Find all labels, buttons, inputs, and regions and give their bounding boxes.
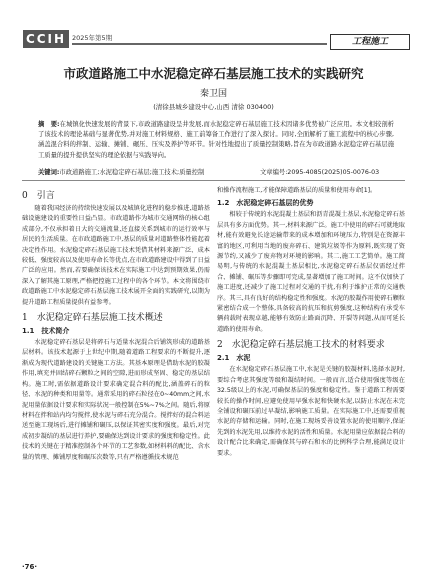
left-column (22, 186, 210, 463)
heading-section-1-1: 1.1 技术简介 (22, 327, 70, 336)
paragraph-section-1-2: 相较于传统的水泥混凝土基层和沥青混凝土基层,水泥稳定碎石基层具有多方面优势。其一,材料来源广泛。施工中使用的碎石可就地取材,能有效避免长途运输带来的成本增加和环境压力,特别是在资源丰富的地区,可利用当地的废弃碎石、建筑垃圾等作为原料,既实现了资源节约,又减少了废弃物对环境的影响。其二,施工工艺简单。施工简易明,与传统的水泥混凝土基层相比,水泥稳定碎石基层仅需经过拌合、摊铺、碾压等步骤即可完成,显著增加了施工时间。这不仅加快了施工进度,还减少了施工过程对交通的干扰,有利于维护正常的交通秩序。其三,具有良好的结构稳定性和强度。水泥的胶凝作用使碎石颗粒紧密结合成一个整体,具备较高的抗压和抗剪强度,这种结构有承受车辆荷载时表现卓越,能够有效防止路面沉降、开裂等问题,从而可延长道路的使用寿命。 (217, 211, 405, 333)
heading-section-1-2: 1.2 水泥稳定碎石基层的优势 (217, 199, 314, 208)
heading-section-1: 1 水泥稳定碎石基层施工技术概述 (22, 313, 163, 324)
paragraph-section-2-1: 在水泥稳定碎石基层施工中,水泥是关键的胶凝材料,选择水泥时,要综合考虑其强度等级和凝结时间。一般而言,适合使用强度等级在32.5级以上的水泥,可确保基层的强度和稳定性。鉴于道路工程需要较长的操作时间,应避免使用早强水泥和快硬水泥,以防止水泥在未完全铺设和碾压前过早凝结,影响施工质量。在实际施工中,还需要重视水泥的存储和运输。同时,在施工现场妥善设置水泥的使用顺序,保证先到的水泥先用,以维持水泥的活性和质量。水泥用量应依据混合料的设计配合比来确定,需确保其与碎石和水的比例科学合理,能满足设计要求。 (217, 366, 405, 457)
paragraph-section-1-1: 水泥稳定碎石基层是将碎石与适量水泥混合后铺筑形成的道路基层材料。该技术起源于上世纪中期,随着道路工程要求的不断提升,逐渐成为现代道路建设的关键施工方法。其基本原理是借助水泥的胶凝作用,填充并固结碎石颗粒之间的空隙,进而形成坚固、稳定的基层结构。施工时,需依据道路设计要求确定混合料的配比,涵盖碎石的粒径、水泥的种类和用量等。通常采用的碎石粒径在0~40mm之间,水泥用量依据设计要求和实际状况一般控制在5%~7%之间。随后,将原材料在拌和站内均匀搅拌,使水泥与碎石充分混合。搅拌好的混合料运送至施工现场后,进行摊铺和碾压,以保证其密实度和强度。最后,对完成初步凝结的基层进行养护,要确保达到设计要求的强度和稳定性。此技术的关键在于精准控制各个环节的工艺参数,如材料料的配比、含水量的管理、摊铺厚度和碾压次数等,只有严格遵循技术规范 (22, 339, 210, 461)
abstract (38, 120, 394, 161)
keywords-line (38, 167, 394, 176)
right-column (217, 186, 405, 459)
heading-section-2-1: 2.1 水泥 (217, 354, 251, 363)
article-author: 秦卫国 (199, 89, 227, 99)
article-number: 文章编号:2095-4085(2025)05-0076-03 (260, 169, 380, 176)
page-number: ·76· (22, 563, 38, 571)
header-rule (72, 43, 327, 45)
abstract-label: 摘 要: (38, 121, 60, 128)
abstract-text: 在城镇化快速发展的背景下,市政道路建设呈井发展,而水泥稳定碎石基层施工技术因诸多优势被广泛应用。本文相较剖析了该技术的理论基础与显著优势,并对施工材料规格、施工前筹备工作进行了深入探讨。同时,全面解析了施工流程中的核心步骤,涵盖混合料的拌制、运输、摊铺、碾压、压实及养护等环节。针对性地提出了质量控制策略,旨在为市政道路水泥稳定碎石基层施工质量的提升提供坚实的理论依据与实践导向。 (38, 121, 394, 159)
abstract-divider (22, 180, 405, 181)
page-header (0, 0, 427, 50)
paragraph-introduction: 随着我国经济的持续快速发展以及城镇化进程的稳步推进,道路基础设施建设的重要性日益凸显。市政道路作为城市交通网络的核心组成部分,不仅承担着日大的交通流量,还直接关系到城市的运行效率与居民的生活质量。在市政道路施工中,基层的质量对道路整体性能起着决定性作用。水泥稳定碎石基层施工技术凭借其材料来源广泛、成本较低、强度较高以及使用寿命长等优点,在市政道路建设中得到了日益广泛的应用。然而,若要确保该技术在实际施工中达到预期效果,仍需深入了解其施工原理,严格把控施工过程中的各个环节。本文将围绕市政道路施工中水泥稳定碎石基层施工技术展开全面的实践研究,以期为提升道路工程质量提供有益参考。 (22, 205, 210, 306)
keywords-text: 市政道路施工;水泥稳定碎石基层;施工技术;质量控制 (59, 169, 205, 176)
heading-section-2: 2 水泥稳定碎石基层施工技术的材料要求 (217, 340, 385, 351)
heading-introduction: 0 引言 (22, 191, 55, 201)
keywords-label: 关键词: (38, 169, 60, 176)
author-affiliation: (清徐县城乡建设中心,山西 清徐 030400) (153, 103, 274, 111)
journal-logo: CCIH (23, 30, 69, 48)
article-title: 市政道路施工中水泥稳定碎石基层施工技术的实践研究 (63, 66, 364, 81)
paragraph-continued: 和操作流程施工,才能保障道路基层的质量和使用寿命[1]。 (217, 187, 377, 194)
issue-label: 2025年第5期 (72, 34, 113, 42)
section-badge: 工程施工 (330, 34, 410, 50)
